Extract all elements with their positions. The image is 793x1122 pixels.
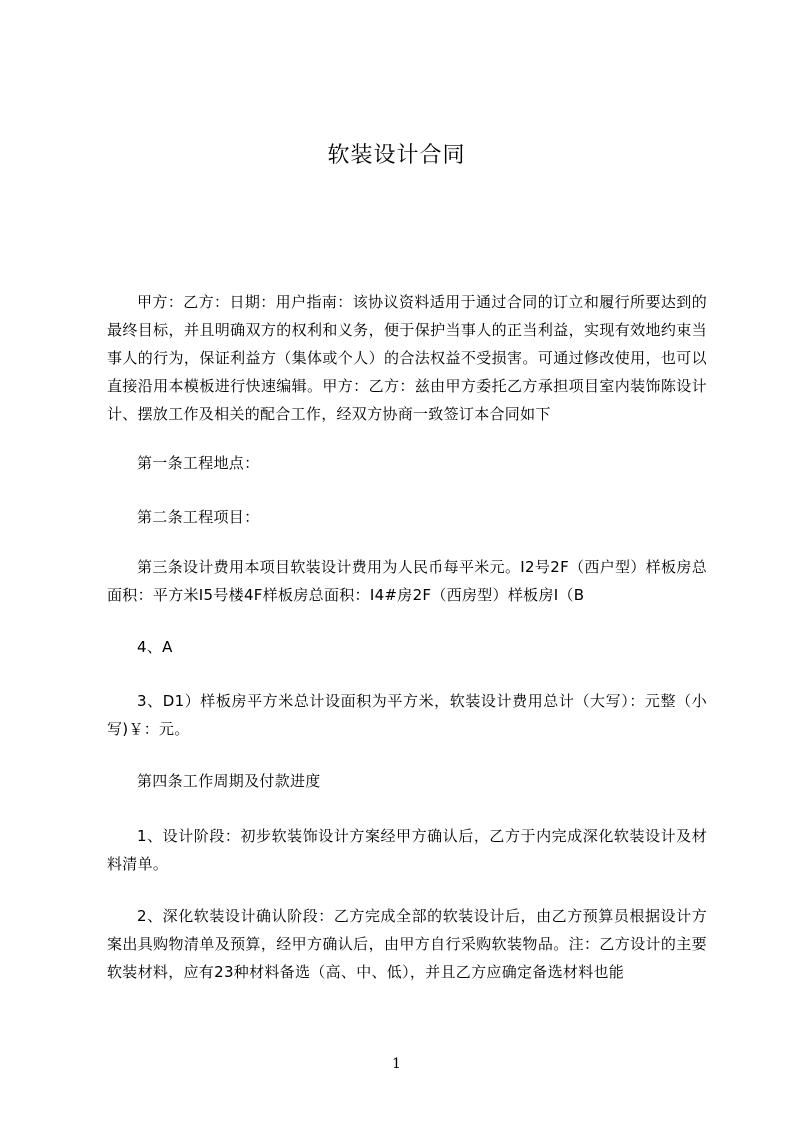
paragraph-intro: 甲方：乙方：日期：用户指南：该协议资料适用于通过合同的订立和履行所要达到的最终目标，并且明确双方的权利和义务，便于保护当事人的正当利益，实现有效地约束当事人的行为，保证利益方（集体或个人）的合法权益不受损害。可通过修改使用，也可以直接沿用本模板进行快速编辑。甲方：乙方：兹由甲方委托乙方承担项目室内装饰陈设计计、摆放工作及相关的配合工作，经双方协商一致签订本合同如下 bbox=[107, 293, 707, 423]
paragraph-confirmation-stage: 2、深化软装设计确认阶段：乙方完成全部的软装设计后，由乙方预算员根据设计方案出具购物清单及预算，经甲方确认后，由甲方自行采购软装物品。注：乙方设计的主要软装材料，应有23种材料备选（高、中、低），并且乙方应确定备选材料也能 bbox=[107, 907, 707, 981]
paragraph-design-stage: 1、设计阶段：初步软装饰设计方案经甲方确认后，乙方于内完成深化软装设计及材料清单。 bbox=[107, 827, 707, 873]
paragraph-article-4: 第四条工作周期及付款进度 bbox=[137, 772, 321, 790]
paragraph-article-3: 第三条设计费用本项目软装设计费用为人民币每平米元。I2号2F（西户型）样板房总面积：平方米I5号楼4F样板房总面积：I4#房2F（西房型）样板房I（B bbox=[107, 558, 707, 604]
page-number: 1 bbox=[392, 1056, 401, 1072]
paragraph-article-1: 第一条工程地点： bbox=[137, 454, 260, 472]
paragraph-article-2: 第二条工程项目： bbox=[137, 508, 260, 526]
paragraph-item-3d1: 3、D1）样板房平方米总计设面积为平方米，软装设计费用总计（大写）：元整（小写)￥：元。 bbox=[107, 692, 707, 738]
document-title: 软装设计合同 bbox=[327, 143, 466, 168]
paragraph-item-4a: 4、A bbox=[137, 638, 173, 656]
